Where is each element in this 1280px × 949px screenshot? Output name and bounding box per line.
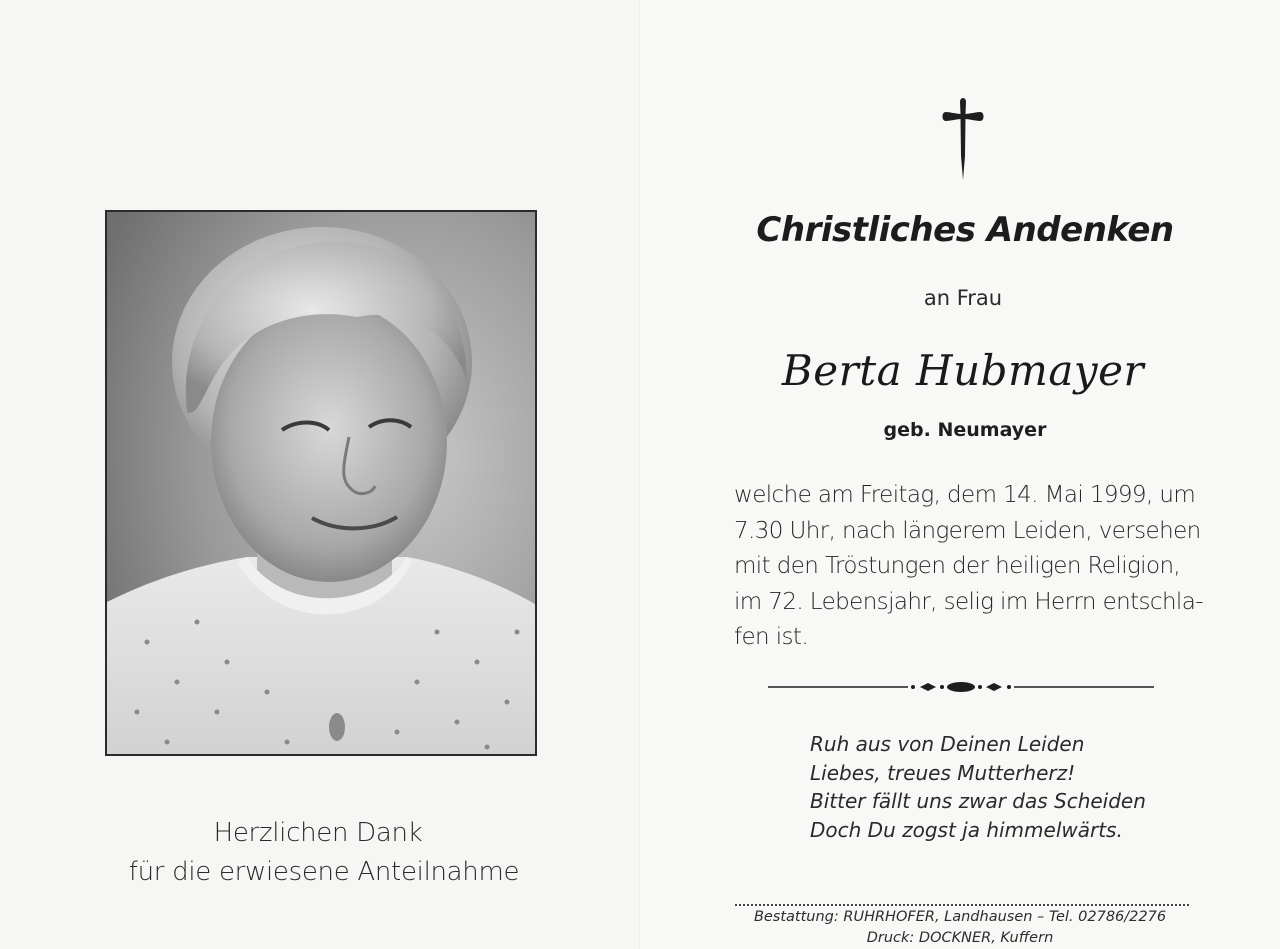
right-page	[640, 0, 1280, 949]
thanks-line-1: Herzlichen Dank	[213, 818, 423, 848]
funeral-home-line: Bestattung: RUHRHOFER, Landhausen – Tel. 02786/2276	[753, 909, 1167, 925]
poem-line: Bitter fällt uns zwar das Scheiden	[810, 789, 1146, 813]
thanks-line-2: für die erwiesene Anteilnahme	[128, 857, 520, 887]
poem-line: Liebes, treues Mutterherz!	[810, 760, 1076, 785]
portrait-image	[107, 212, 535, 754]
dotted-separator	[735, 904, 1189, 906]
obituary-text	[734, 478, 1204, 656]
salutation: an Frau	[923, 286, 1003, 310]
portrait-photo	[105, 210, 537, 756]
cross-icon	[941, 96, 985, 182]
ornamental-divider	[768, 678, 1154, 696]
card-title: Christliches Andenken	[756, 210, 1174, 250]
obituary-line: welche am Freitag, dem 14. Mai 1999, um	[734, 482, 1196, 508]
poem-line: Doch Du zogst ja himmelwärts.	[810, 817, 1123, 842]
poem-line: Ruh aus von Deinen Leiden	[810, 732, 1085, 756]
deceased-name: Berta Hubmayer	[781, 346, 1145, 395]
printer-line: Druck: DOCKNER, Kuffern	[866, 930, 1054, 946]
obituary-line: fen ist.	[734, 624, 809, 650]
obituary-line: mit den Tröstungen der heiligen Religion,	[734, 553, 1181, 579]
obituary-line: 7.30 Uhr, nach längerem Leiden, versehen	[734, 517, 1201, 544]
poem	[810, 730, 1146, 844]
obituary-line: im 72. Lebensjahr, selig im Herrn entschla-	[734, 588, 1203, 615]
birth-name: geb. Neumayer	[883, 419, 1047, 441]
